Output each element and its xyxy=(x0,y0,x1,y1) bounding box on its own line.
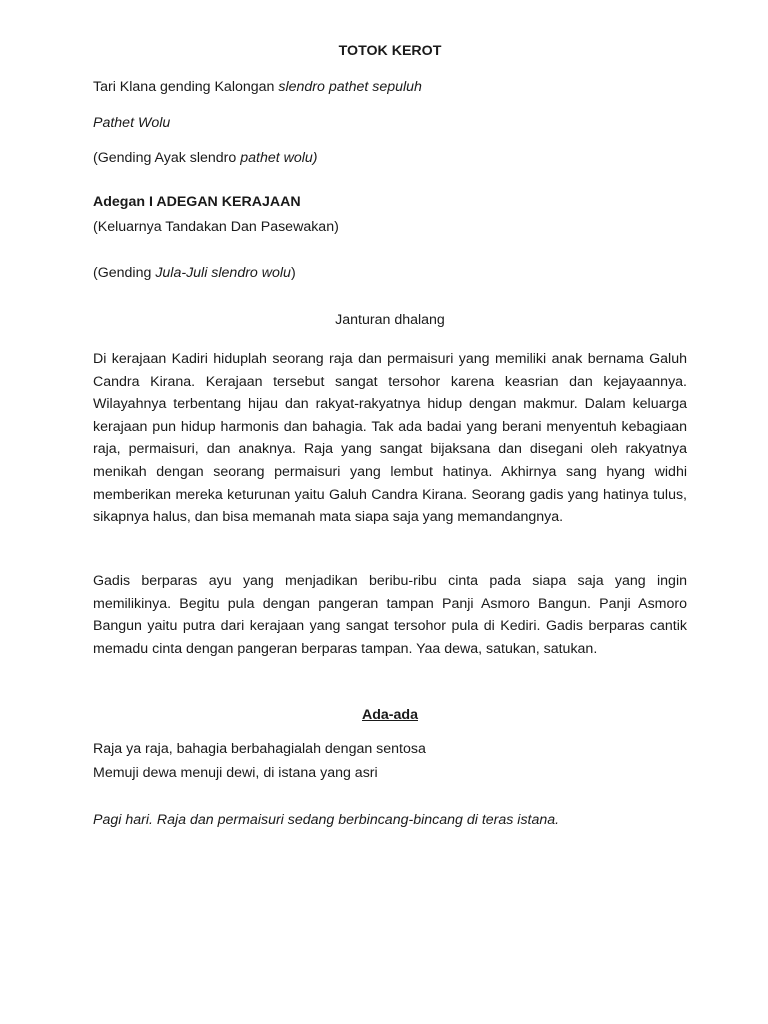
scene-gending-italic: Jula-Juli slendro wolu xyxy=(155,265,291,281)
scene-gending xyxy=(93,265,296,281)
document-title: TOTOK KEROT xyxy=(338,43,442,59)
ada-ada-heading: Ada-ada xyxy=(362,707,418,723)
intro-line-1-italic: slendro pathet sepuluh xyxy=(278,79,422,95)
scene-gending-plain-a: (Gending xyxy=(93,265,156,281)
stage-direction: Pagi hari. Raja dan permaisuri sedang berbincang-bincang di teras istana. xyxy=(93,812,560,828)
intro-line-2: Pathet Wolu xyxy=(93,115,171,131)
intro-line-1-plain: Tari Klana gending Kalongan xyxy=(93,79,279,95)
ada-ada-line-1: Raja ya raja, bahagia berbahagialah dengan sentosa xyxy=(93,741,426,757)
document-page xyxy=(93,0,687,1024)
scene-heading: Adegan I ADEGAN KERAJAAN xyxy=(93,194,301,210)
paragraph-1: Di kerajaan Kadiri hiduplah seorang raja dan permaisuri yang memiliki anak bernama Galuh Candra Kirana. Kerajaan tersebut sangat tersohor karena keasrian dan kejayaannya. Wilayahnya terbentang hijau dan rakyat-rakyatnya hidup dengan makmur. Dalam keluarga kerajaan pun hidup harmonis dan bahagia. Tak ada badai yang berani menyentuh kebagiaan raja, permaisuri, dan anaknya. Raja yang sangat bijaksana dan disegani oleh rakyatnya menikah dengan seorang permaisuri yang lembut hatinya. Akhirnya sang hyang widhi memberikan mereka keturunan yaitu Galuh Candra Kirana. Seorang gadis yang hatinya tulus, sikapnya halus, dan bisa memanah mata siapa saja yang memandangnya. xyxy=(93,351,687,526)
janturan-heading: Janturan dhalang xyxy=(335,312,445,328)
scene-gending-plain-b: ) xyxy=(290,265,296,281)
intro-line-3-italic: pathet wolu) xyxy=(240,150,318,166)
scene-subtitle: (Keluarnya Tandakan Dan Pasewakan) xyxy=(93,219,339,235)
intro-line-3 xyxy=(93,150,318,166)
paragraph-2: Gadis berparas ayu yang menjadikan beribu-ribu cinta pada siapa saja yang ingin memilikinya. Begitu pula dengan pangeran tampan Panji Asmoro Bangun. Panji Asmoro Bangun yaitu putra dari kerajaan yang sangat tersohor pula di Kediri. Gadis berparas cantik memadu cinta dengan pangeran berparas tampan. Yaa dewa, satukan, satukan. xyxy=(93,573,687,657)
intro-line-1 xyxy=(93,79,422,95)
ada-ada-line-2: Memuji dewa menuji dewi, di istana yang asri xyxy=(93,765,378,781)
intro-line-3-plain: (Gending Ayak slendro xyxy=(93,150,241,166)
